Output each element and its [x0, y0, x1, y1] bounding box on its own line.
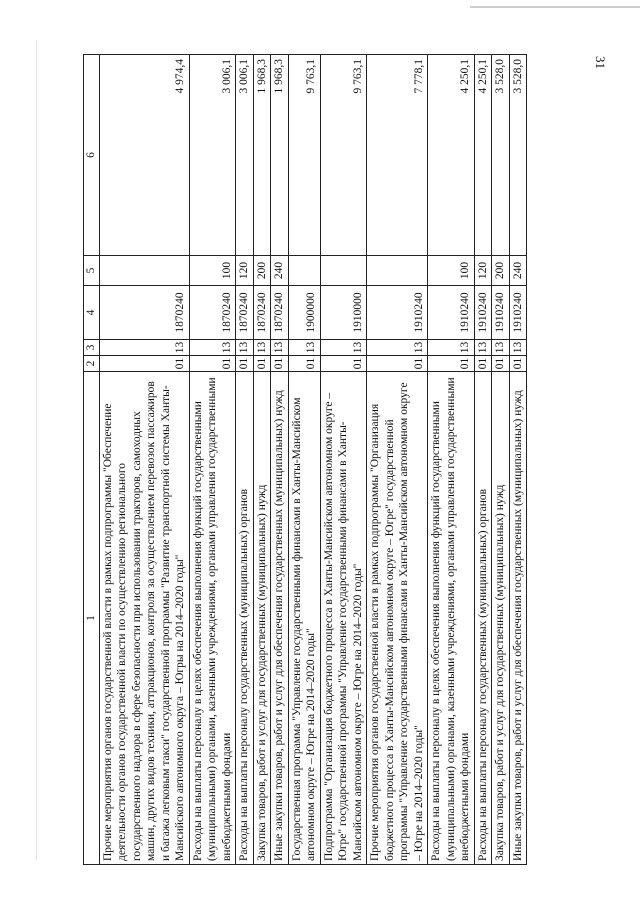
row-expense-type	[367, 256, 428, 286]
table-row	[271, 55, 289, 865]
row-amount: 1 968,3	[271, 55, 289, 256]
row-subsection: 13	[271, 340, 289, 356]
table-row	[320, 55, 367, 865]
row-target-item: 1870240	[253, 286, 271, 340]
table-row	[253, 55, 271, 865]
row-amount: 7 778,1	[367, 55, 428, 256]
column-header: 2	[84, 356, 100, 372]
header-row	[84, 55, 100, 865]
row-name: Прочие мероприятия органов государственной власти в рамках подпрограммы "Организация бюджетного процесса в Ханты-Мансийском автономном округе – Югре" государственной программы "Управление государственными финансами в Ханты-Мансийском автономном округе – Югре на 2014–2020 годы"	[367, 372, 428, 865]
row-subsection: 13	[288, 340, 320, 356]
table-row	[367, 55, 428, 865]
row-target-item: 1910000	[320, 286, 367, 340]
table-row	[428, 55, 475, 865]
row-subsection: 13	[99, 340, 189, 356]
row-section: 01	[288, 356, 320, 372]
row-amount: 3 006,1	[189, 55, 236, 256]
row-amount: 9 763,1	[320, 55, 367, 256]
row-target-item: 1870240	[271, 286, 289, 340]
row-section: 01	[492, 356, 510, 372]
row-name: Государственная программа "Управление государственными финансами в Ханты-Мансийском автономном округе – Югре на 2014–2020 годы"	[288, 372, 320, 865]
row-amount: 9 763,1	[288, 55, 320, 256]
table-row	[474, 55, 492, 865]
row-name: Расходы на выплаты персоналу государственных (муниципальных) органов	[474, 372, 492, 865]
row-subsection: 13	[189, 340, 236, 356]
row-amount: 3 528,0	[492, 55, 510, 256]
row-amount: 1 968,3	[253, 55, 271, 256]
row-name: Закупка товаров, работ и услуг для государственных (муниципальных) нужд	[492, 372, 510, 865]
row-section: 01	[320, 356, 367, 372]
table-row	[288, 55, 320, 865]
row-subsection: 13	[474, 340, 492, 356]
scan-edge-left	[36, 40, 37, 860]
row-amount: 3 006,1	[236, 55, 254, 256]
row-expense-type: 100	[428, 256, 475, 286]
row-expense-type: 240	[271, 256, 289, 286]
row-section: 01	[99, 356, 189, 372]
row-subsection: 13	[367, 340, 428, 356]
row-section: 01	[428, 356, 475, 372]
row-section: 01	[367, 356, 428, 372]
row-target-item: 1910240	[474, 286, 492, 340]
row-amount: 4 250,1	[474, 55, 492, 256]
column-header: 1	[84, 372, 100, 865]
column-header: 3	[84, 340, 100, 356]
row-name: Закупка товаров, работ и услуг для государственных (муниципальных) нужд	[253, 372, 271, 865]
table-row	[99, 55, 189, 865]
rotated-table-container	[83, 55, 583, 865]
row-expense-type: 100	[189, 256, 236, 286]
row-name: Расходы на выплаты персоналу в целях обеспечения выполнения функций государственными (муниципальными) органами, казенными учреждениями, органами управления государственными внебюджетными фондами	[189, 372, 236, 865]
row-expense-type: 120	[236, 256, 254, 286]
row-section: 01	[236, 356, 254, 372]
row-section: 01	[474, 356, 492, 372]
column-header: 4	[84, 286, 100, 340]
table-row	[509, 55, 527, 865]
row-section: 01	[271, 356, 289, 372]
row-name: Иные закупки товаров, работ и услуг для обеспечения государственных (муниципальных) нужд	[509, 372, 527, 865]
row-subsection: 13	[236, 340, 254, 356]
row-target-item: 1910240	[428, 286, 475, 340]
column-header: 6	[84, 55, 100, 256]
row-subsection: 13	[253, 340, 271, 356]
row-subsection: 13	[320, 340, 367, 356]
budget-table	[83, 54, 527, 865]
row-expense-type: 240	[509, 256, 527, 286]
row-amount: 3 528,0	[509, 55, 527, 256]
row-section: 01	[189, 356, 236, 372]
row-expense-type	[99, 256, 189, 286]
row-name: Прочие мероприятия органов государственной власти в рамках подпрограммы "Обеспечение деятельности органов государственной власти по осуществлению регионального государственного надзора в сфере безопасности при использовании тракторов, самоходных машин, других видов техники, аттракционов, контроля за осуществлением перевозок пассажиров и багажа легковым такси" государственной программы "Развитие транспортной системы Ханты-Мансийского автономного округа – Югры на 2014–2020 годы"	[99, 372, 189, 865]
page-number: 31	[593, 56, 608, 69]
table-row	[236, 55, 254, 865]
row-name: Расходы на выплаты персоналу в целях обеспечения выполнения функций государственными (муниципальными) органами, казенными учреждениями, органами управления государственными внебюджетными фондами	[428, 372, 475, 865]
row-section: 01	[509, 356, 527, 372]
row-expense-type: 120	[474, 256, 492, 286]
row-target-item: 1910240	[492, 286, 510, 340]
row-name: Расходы на выплаты персоналу государственных (муниципальных) органов	[236, 372, 254, 865]
row-target-item: 1910240	[509, 286, 527, 340]
table-row	[492, 55, 510, 865]
row-target-item: 1900000	[288, 286, 320, 340]
row-name: Подпрограмма "Организация бюджетного процесса в Ханты-Мансийском автономном округе – Югре" государственной программы "Управление государственными финансами в Ханты-Мансийском автономном округе – Югре на 2014–2020 годы"	[320, 372, 367, 865]
row-subsection: 13	[428, 340, 475, 356]
row-amount: 4 250,1	[428, 55, 475, 256]
row-target-item: 1870240	[189, 286, 236, 340]
row-expense-type	[320, 256, 367, 286]
row-expense-type	[288, 256, 320, 286]
scan-edge-top	[470, 6, 640, 8]
row-subsection: 13	[509, 340, 527, 356]
column-header: 5	[84, 256, 100, 286]
row-expense-type: 200	[253, 256, 271, 286]
row-amount: 4 974,4	[99, 55, 189, 256]
row-subsection: 13	[492, 340, 510, 356]
row-target-item: 1870240	[99, 286, 189, 340]
row-section: 01	[253, 356, 271, 372]
row-target-item: 1910240	[367, 286, 428, 340]
table-row	[189, 55, 236, 865]
row-expense-type: 200	[492, 256, 510, 286]
row-target-item: 1870240	[236, 286, 254, 340]
row-name: Иные закупки товаров, работ и услуг для обеспечения государственных (муниципальных) нужд	[271, 372, 289, 865]
